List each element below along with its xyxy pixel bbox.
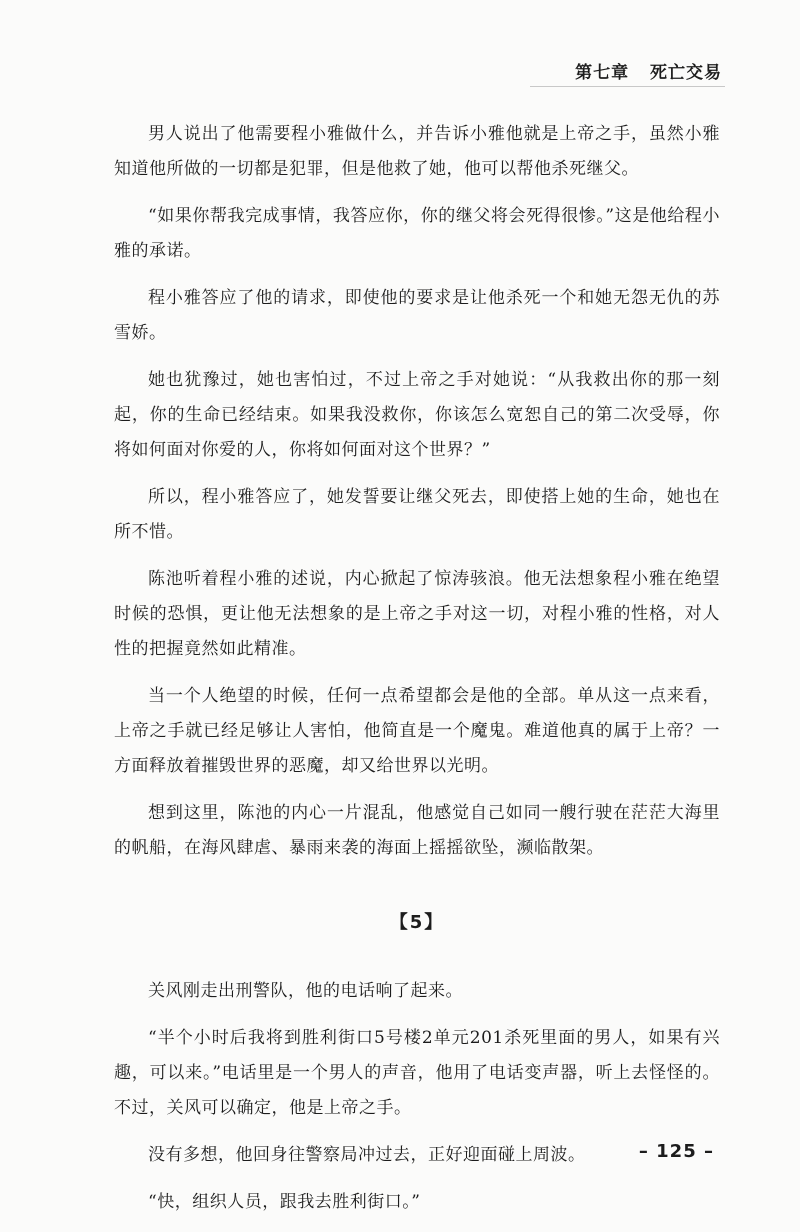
- paragraph: 陈池听着程小雅的述说，内心掀起了惊涛骇浪。他无法想象程小雅在绝望时候的恐惧，更让他无法想象的是上帝之手对这一切，对程小雅的性格，对人性的把握竟然如此精准。: [114, 569, 720, 659]
- running-header: [575, 58, 722, 83]
- paragraph: 当一个人绝望的时候，任何一点希望都会是他的全部。单从这一点来看，上帝之手就已经足够让人害怕，他简直是一个魔鬼。难道他真的属于上帝？一方面释放着摧毁世界的恶魔，却又给世界以光明。: [114, 686, 720, 776]
- paragraph: 没有多想，他回身往警察局冲过去，正好迎面碰上周波。: [148, 1145, 586, 1165]
- paragraph: 所以，程小雅答应了，她发誓要让继父死去，即使搭上她的生命，她也在所不惜。: [114, 487, 720, 542]
- header-divider: [530, 86, 725, 87]
- body-text: [114, 117, 720, 1232]
- chapter-title: 死亡交易: [650, 63, 722, 83]
- section-heading: 【5】: [389, 912, 445, 933]
- chapter-number: 第七章: [575, 63, 630, 83]
- paragraph: 她也犹豫过，她也害怕过，不过上帝之手对她说：“从我救出你的那一刻起，你的生命已经结束。如果我没救你，你该怎么宽恕自己的第二次受辱，你将如何面对你爱的人，你将如何面对这个世界？”: [114, 370, 720, 460]
- page-number: – 125 –: [638, 1141, 714, 1162]
- paragraph: “如果你帮我完成事情，我答应你，你的继父将会死得很惨。”这是他给程小雅的承诺。: [114, 206, 720, 261]
- paragraph: 男人说出了他需要程小雅做什么，并告诉小雅他就是上帝之手，虽然小雅知道他所做的一切都是犯罪，但是他救了她，他可以帮他杀死继父。: [114, 124, 720, 179]
- paragraph: 想到这里，陈池的内心一片混乱，他感觉自己如同一艘行驶在茫茫大海里的帆船，在海风肆虐、暴雨来袭的海面上摇摇欲坠，濒临散架。: [114, 803, 720, 858]
- paragraph: “快，组织人员，跟我去胜利街口。”: [148, 1192, 421, 1212]
- paragraph: 程小雅答应了他的请求，即使他的要求是让他杀死一个和她无怨无仇的苏雪娇。: [114, 288, 720, 343]
- paragraph: “半个小时后我将到胜利街口5号楼2单元201杀死里面的男人，如果有兴趣，可以来。”电话里是一个男人的声音，他用了电话变声器，听上去怪怪的。不过，关风可以确定，他是上帝之手。: [114, 1028, 720, 1118]
- paragraph: 关风刚走出刑警队，他的电话响了起来。: [148, 981, 463, 1001]
